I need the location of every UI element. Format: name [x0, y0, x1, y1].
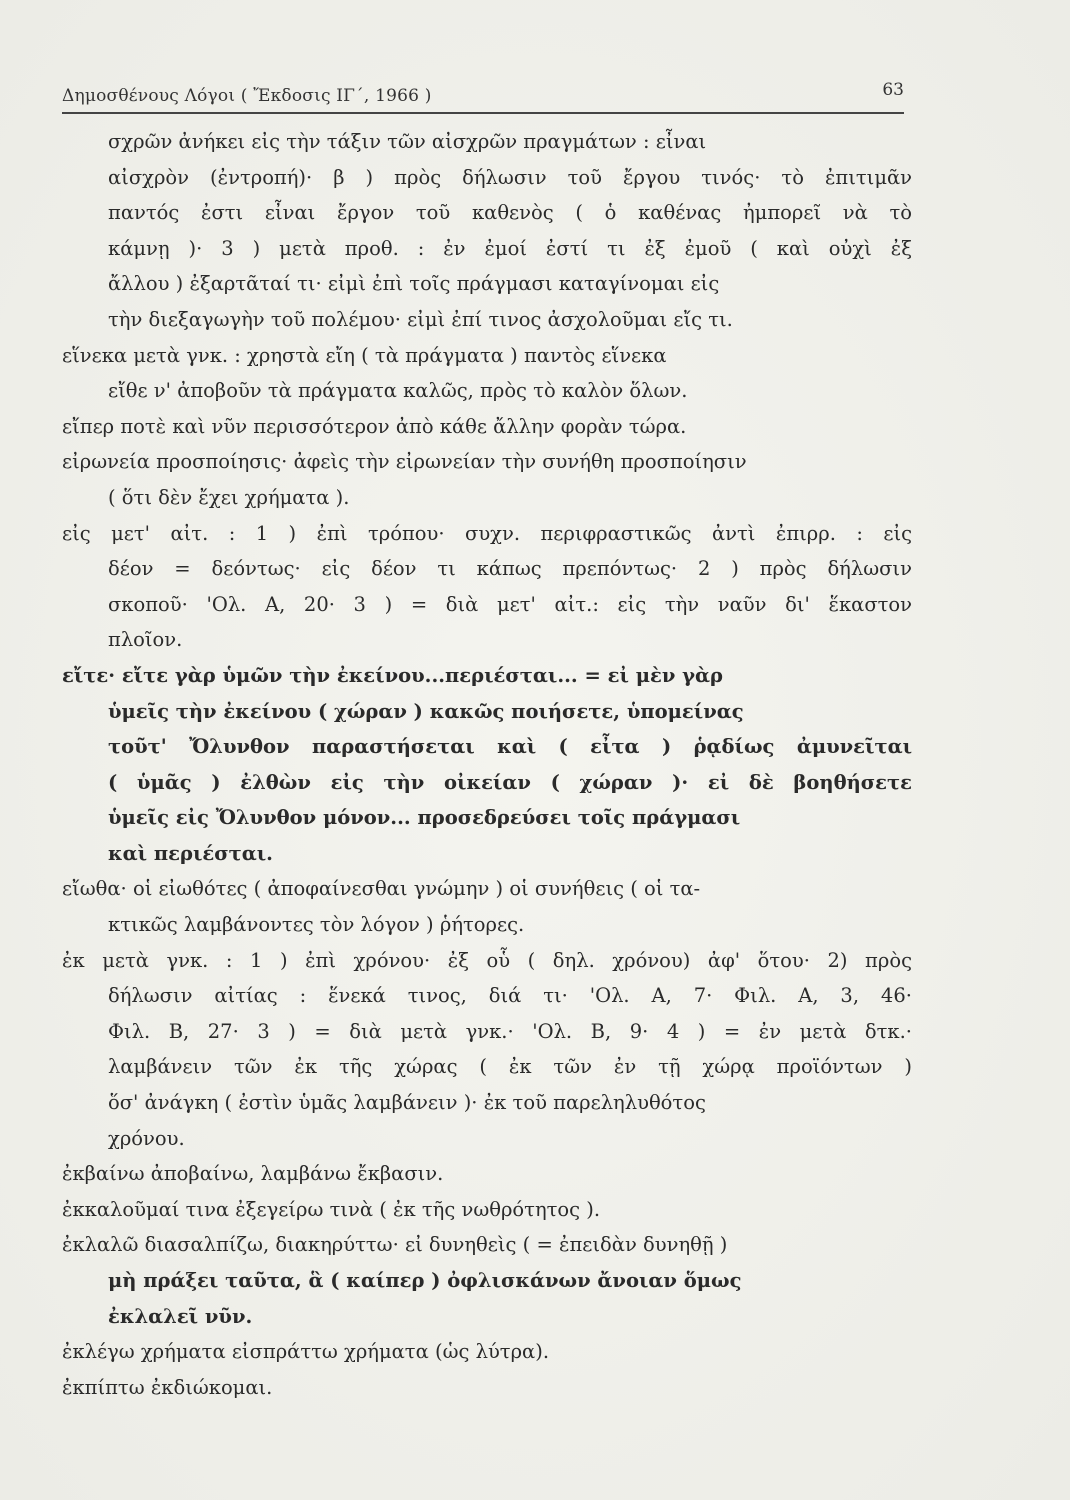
- text-line: τοῦτ' Ὄλυνθον παραστήσεται καὶ ( εἶτα ) ῥᾳδίως ἀμυνεῖται: [108, 735, 912, 759]
- text-line: αἰσχρὸν (ἐντροπή)· β ) πρὸς δήλωσιν τοῦ ἔργου τινός· τὸ ἐπιτιμᾶν: [108, 165, 912, 189]
- text-line: πλοῖον.: [108, 628, 183, 652]
- text-line: δέον = δεόντως· εἰς δέον τι κάπως πρεπόντως· 2 ) πρὸς δήλωσιν: [108, 557, 912, 581]
- text-line: χρόνου.: [108, 1126, 185, 1150]
- dictionary-text: [62, 124, 912, 1405]
- entry-line: εἴωθα· οἱ εἰωθότες ( ἀποφαίνεσθαι γνώμην ) οἱ συνήθεις ( οἱ τα-: [62, 877, 701, 901]
- text-line: ἐκλαλεῖ νῦν.: [108, 1304, 253, 1328]
- text-line: κάμνῃ )· 3 ) μετὰ προθ. : ἐν ἐμοί ἐστί τι ἐξ ἐμοῦ ( καὶ οὐχὶ ἐξ: [108, 236, 912, 260]
- entry-line: εἵνεκα μετὰ γνκ. : χρηστὰ εἴη ( τὰ πράγματα ) παντὸς εἵνεκα: [62, 343, 667, 367]
- text-line: λαμβάνειν τῶν ἐκ τῆς χώρας ( ἐκ τῶν ἐν τῇ χώρᾳ προϊόντων ): [108, 1055, 912, 1079]
- text-line: δήλωσιν αἰτίας : ἕνεκά τινος, διά τι· 'Ολ. Α, 7· Φιλ. Α, 3, 46·: [108, 984, 912, 1008]
- text-line: ( ὑμᾶς ) ἐλθὼν εἰς τὴν οἰκείαν ( χώραν )· εἰ δὲ βοηθήσετε: [108, 770, 912, 794]
- text-line: κτικῶς λαμβάνοντες τὸν λόγον ) ῥήτορες.: [108, 913, 525, 937]
- text-line: καὶ περιέσται.: [108, 841, 273, 865]
- entry-line: εἴπερ ποτὲ καὶ νῦν περισσότερον ἀπὸ κάθε ἄλλην φορὰν τώρα.: [62, 414, 687, 438]
- entry-line: εἰς μετ' αἰτ. : 1 ) ἐπὶ τρόπου· συχν. περιφραστικῶς ἀντὶ ἐπιρρ. : εἰς: [62, 521, 912, 545]
- text-line: Φιλ. Β, 27· 3 ) = διὰ μετὰ γνκ.· 'Ολ. Β, 9· 4 ) = ἐν μετὰ δτκ.·: [108, 1019, 912, 1043]
- entry-line: εἰρωνεία προσποίησις· ἀφεὶς τὴν εἰρωνείαν τὴν συνήθη προσποίησιν: [62, 450, 747, 474]
- entry-line: ἐκλαλῶ διασαλπίζω, διακηρύττω· εἰ δυνηθεὶς ( = ἐπειδὰν δυνηθῇ ): [62, 1233, 728, 1257]
- entry-line: ἐκ μετὰ γνκ. : 1 ) ἐπὶ χρόνου· ἐξ οὗ ( δηλ. χρόνου) ἀφ' ὅτου· 2) πρὸς: [62, 948, 912, 972]
- text-line: τὴν διεξαγωγὴν τοῦ πολέμου· εἰμὶ ἐπί τινος ἀσχολοῦμαι εἴς τι.: [108, 307, 733, 331]
- text-line: παντός ἐστι εἶναι ἔργον τοῦ καθενὸς ( ὁ καθένας ἠμπορεῖ νὰ τὸ: [108, 201, 912, 225]
- text-line: ὑμεῖς εἰς Ὄλυνθον μόνον... προσεδρεύσει τοῖς πράγμασι: [108, 806, 741, 830]
- text-line: μὴ πράξει ταῦτα, ἃ ( καίπερ ) ὀφλισκάνων ἄνοιαν ὅμως: [108, 1269, 742, 1292]
- text-line: ( ὅτι δὲν ἔχει χρήματα ).: [108, 485, 350, 509]
- entry-line: ἐκλέγω χρήματα εἰσπράττω χρήματα (ὡς λύτρα).: [62, 1340, 550, 1364]
- text-line: ὅσ' ἀνάγκη ( ἐστὶν ὑμᾶς λαμβάνειν )· ἐκ τοῦ παρεληλυθότος: [108, 1091, 706, 1115]
- text-line: σκοποῦ· 'Ολ. Α, 20· 3 ) = διὰ μετ' αἰτ.: εἰς τὴν ναῦν δι' ἕκαστον: [108, 592, 912, 616]
- page-number: 63: [882, 80, 904, 100]
- text-line: εἴθε ν' ἀποβοῦν τὰ πράγματα καλῶς, πρὸς τὸ καλὸν ὅλων.: [108, 379, 688, 403]
- text-line: ἄλλου ) ἐξαρτᾶταί τι· εἰμὶ ἐπὶ τοῖς πράγμασι καταγίνομαι εἰς: [108, 272, 720, 296]
- running-title: Δημοσθένους Λόγοι ( Ἔκδοσις ΙΓ΄, 1966 ): [62, 86, 432, 106]
- entry-line: ἐκβαίνω ἀποβαίνω, λαμβάνω ἔκβασιν.: [62, 1162, 444, 1186]
- entry-line: ἐκπίπτω ἐκδιώκομαι.: [62, 1375, 273, 1399]
- entry-line: ἐκκαλοῦμαί τινα ἐξεγείρω τινὰ ( ἐκ τῆς νωθρότητος ).: [62, 1197, 601, 1221]
- text-line: σχρῶν ἀνήκει εἰς τὴν τάξιν τῶν αἰσχρῶν πραγμάτων : εἶναι: [108, 130, 707, 153]
- entry-line: εἴτε· εἴτε γὰρ ὑμῶν τὴν ἐκείνου...περιέσται... = εἰ μὲν γὰρ: [62, 663, 724, 687]
- text-line: ὑμεῖς τὴν ἐκείνου ( χώραν ) κακῶς ποιήσετε, ὑπομείνας: [108, 699, 744, 723]
- page-header: [62, 80, 904, 114]
